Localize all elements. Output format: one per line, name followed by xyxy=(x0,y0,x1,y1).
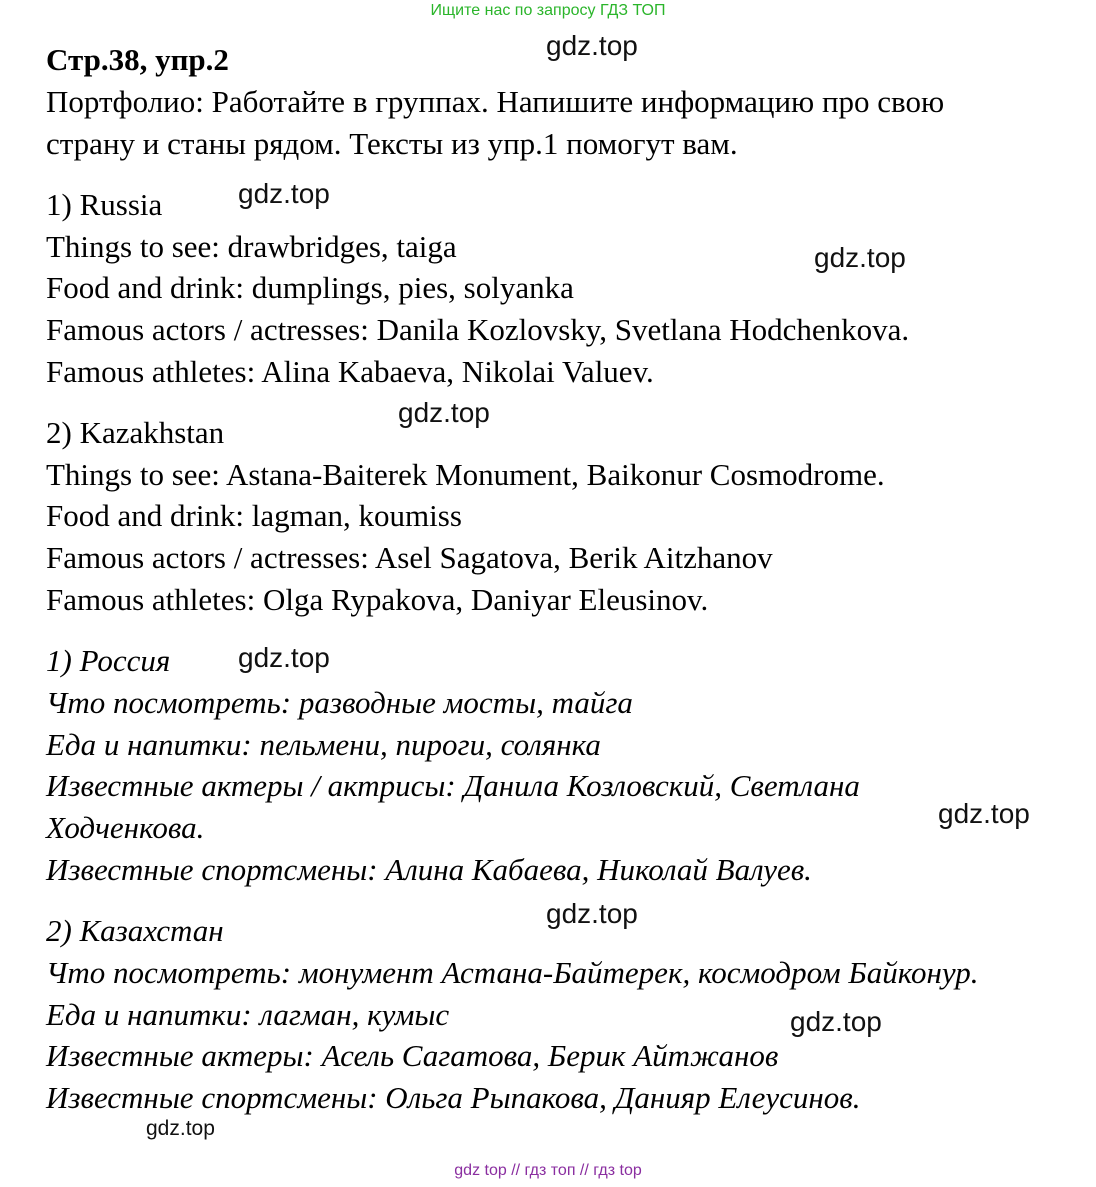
page-title: Стр.38, упр.2 xyxy=(46,42,229,77)
en-russia-actors: Famous actors / actresses: Danila Kozlovsky, Svetlana Hodchenkova. xyxy=(46,312,910,347)
en-kazakhstan-heading: 2) Kazakhstan xyxy=(46,415,225,450)
ru-kazakhstan-things-to-see: Что посмотреть: монумент Астана-Байтерек, космодром Байконур. xyxy=(46,955,979,990)
en-russia-athletes: Famous athletes: Alina Kabaeva, Nikolai Valuev. xyxy=(46,354,654,389)
ru-russia-heading: 1) Россия xyxy=(46,643,171,678)
task-text-line-2: страну и станы рядом. Тексты из упр.1 помогут вам. xyxy=(46,126,738,161)
ru-russia-athletes: Известные спортсмены: Алина Кабаева, Николай Валуев. xyxy=(46,852,812,887)
watermark: gdz.top xyxy=(546,898,638,929)
en-kazakhstan-actors: Famous actors / actresses: Asel Sagatova, Berik Aitzhanov xyxy=(46,540,773,575)
en-kazakhstan-food: Food and drink: lagman, koumiss xyxy=(46,498,462,533)
bottom-banner: gdz top // гдз топ // гдз top xyxy=(454,1162,642,1179)
task-text-line-1: Портфолио: Работайте в группах. Напишите информацию про свою xyxy=(46,84,945,119)
ru-kazakhstan-food: Еда и напитки: лагман, кумыс xyxy=(46,997,450,1032)
watermark: gdz.top xyxy=(814,242,906,273)
watermark: gdz.top xyxy=(790,1006,882,1037)
watermark: gdz.top xyxy=(398,397,490,428)
top-search-banner: Ищите нас по запросу ГДЗ ТОП xyxy=(430,2,666,19)
ru-kazakhstan-heading: 2) Казахстан xyxy=(46,913,224,948)
en-russia-things-to-see: Things to see: drawbridges, taiga xyxy=(46,229,457,264)
watermark: gdz.top xyxy=(238,642,330,673)
watermark: gdz.top xyxy=(146,1117,215,1140)
ru-russia-things-to-see: Что посмотреть: разводные мосты, тайга xyxy=(46,685,633,720)
ru-russia-food: Еда и напитки: пельмени, пироги, солянка xyxy=(46,727,601,762)
en-kazakhstan-things-to-see: Things to see: Astana-Baiterek Monument, Baikonur Cosmodrome. xyxy=(46,457,885,492)
ru-kazakhstan-actors: Известные актеры: Асель Сагатова, Берик Айтжанов xyxy=(46,1038,779,1073)
en-russia-heading: 1) Russia xyxy=(46,187,163,222)
watermark: gdz.top xyxy=(938,798,1030,829)
en-russia-food: Food and drink: dumplings, pies, solyanka xyxy=(46,270,574,305)
ru-russia-actors-cont: Ходченкова. xyxy=(46,810,205,845)
en-kazakhstan-athletes: Famous athletes: Olga Rypakova, Daniyar Eleusinov. xyxy=(46,582,709,617)
watermark: gdz.top xyxy=(238,178,330,209)
ru-russia-actors: Известные актеры / актрисы: Данила Козловский, Светлана xyxy=(46,768,860,803)
watermark: gdz.top xyxy=(546,30,638,61)
ru-kazakhstan-athletes: Известные спортсмены: Ольга Рыпакова, Данияр Елеусинов. xyxy=(46,1080,861,1115)
